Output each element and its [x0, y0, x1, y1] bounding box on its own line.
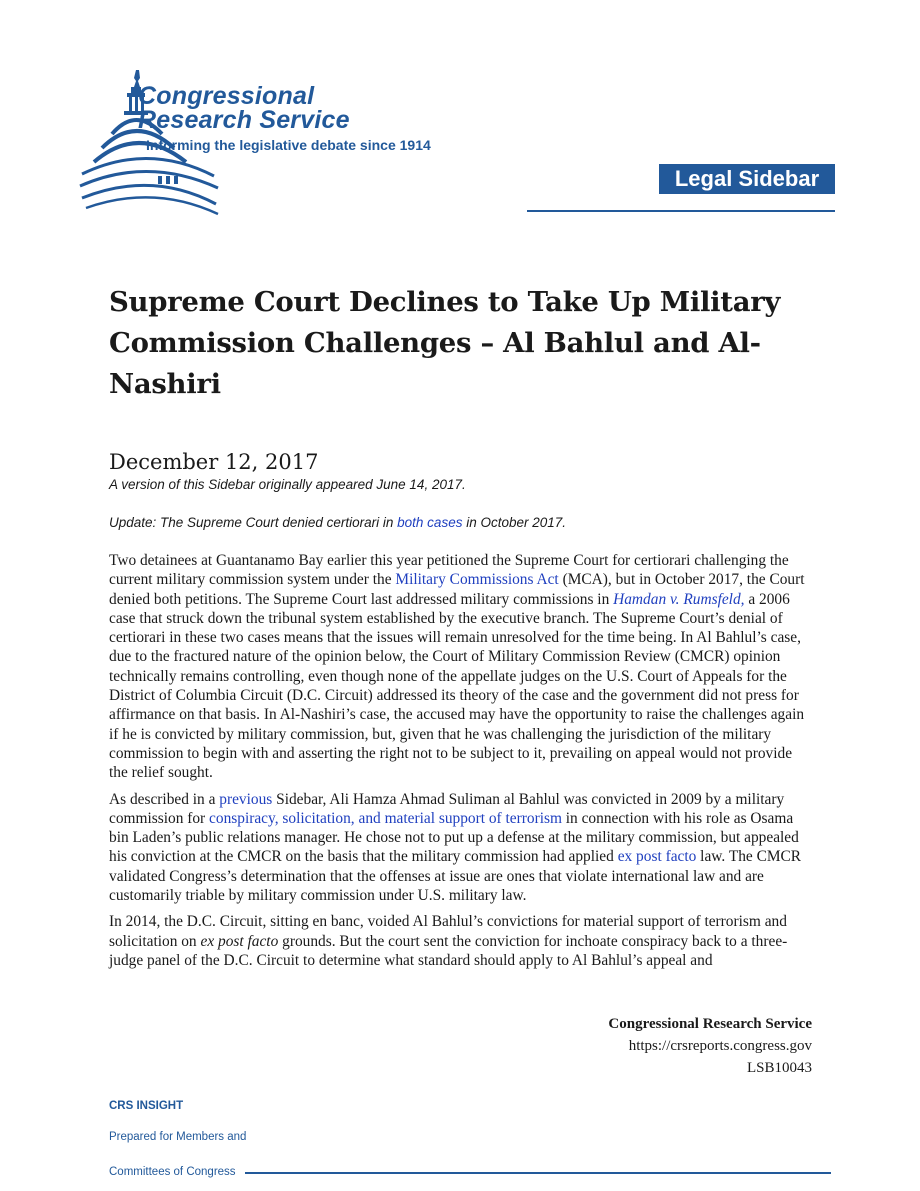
footer-url[interactable]: https://crsreports.congress.gov [628, 1038, 812, 1054]
previous-sidebar-link[interactable]: previous [219, 790, 273, 808]
update-note [109, 515, 566, 530]
version-note: A version of this Sidebar originally appeared June 14, 2017. [109, 477, 466, 492]
paragraph-3 [109, 912, 813, 970]
footer-divider [245, 1172, 831, 1174]
footer-org: Congressional Research Service [608, 1016, 812, 1032]
page-title: Supreme Court Declines to Take Up Military Commission Challenges – Al Bahlul and Al-Nashiri [109, 286, 781, 400]
p3-text-a: In 2014, the D.C. Circuit, sitting en banc, voided Al Bahlul’s convictions for material support of terrorism and solicitation on [109, 913, 787, 950]
ex-post-facto-link[interactable]: ex post facto [617, 848, 697, 866]
both-cases-link[interactable]: both cases [397, 515, 463, 530]
hamdan-v-rumsfeld-link[interactable]: Hamdan v. Rumsfeld, [613, 590, 745, 608]
charges-link[interactable]: conspiracy, solicitation, and material support of terrorism [209, 809, 562, 827]
p3-emphasis: ex post facto [200, 932, 279, 950]
p2-text-b: Sidebar, Ali Hamza Ahmad Suliman al Bahlul was convicted in 2009 by a military commission for [109, 790, 785, 827]
p2-text-a: As described in a [109, 790, 220, 808]
p2-text-d: law. The CMCR validated Congress’s determination that the offenses at issue are ones that violate international law and are customarily triable by military commission under U.S. military law. [109, 848, 802, 905]
paragraph-1 [109, 551, 813, 783]
p1-text-a: Two detainees at Guantanamo Bay earlier this year petitioned the Supreme Court for certiorari challenging the current military commission system under the [109, 552, 789, 589]
footer-report-code: LSB10043 [746, 1060, 812, 1076]
military-commissions-act-link[interactable]: Military Commissions Act [395, 571, 559, 589]
p1-text-b: (MCA), but in October 2017, the Court denied both petitions. The Supreme Court last addressed military commissions in [109, 571, 805, 608]
prepared-for-line1: Prepared for Members and [109, 1131, 247, 1143]
update-text-before: Update: The Supreme Court denied certiorari in [109, 515, 398, 530]
legal-sidebar-badge: Legal Sidebar [659, 164, 835, 194]
p3-text-b: grounds. But the court sent the conviction for inchoate conspiracy back to a three-judge panel of the D.C. Circuit to determine what standard should apply to Al Bahlul’s appeal and [109, 932, 788, 969]
crs-insight-label: CRS INSIGHT [109, 1100, 184, 1112]
brand-tagline: Informing the legislative debate since 1914 [146, 137, 431, 153]
p2-text-c: in connection with his role as Osama bin Laden’s public relations manager. He chose not to put up a defense at the military commission, but appealed his conviction at the CMCR on the basis that the military commission had applied [109, 809, 799, 866]
header-divider [527, 210, 835, 212]
brand-name-line1: Congressional [138, 82, 315, 110]
publication-date: December 12, 2017 [109, 450, 319, 474]
p1-text-c: a 2006 case that struck down the tribunal system established by the executive branch. The Supreme Court’s denial of certiorari in these two cases means that the issues will remain unresolved for the time being. In Al Bahlul’s case, due to the fractured nature of the opinion below, the Court of Military Commission Review (CMCR) opinion technically remains controlling, even though none of the appellate judges on the U.S. Court of Appeals for the District of Columbia Circuit (D.C. Circuit) addressed its theory of the case and the government did not press for affirmance on that basis. In Al-Nashiri’s case, the accused may have the opportunity to raise the challenges again if he is convicted by military commission, but, given that he was challenging the jurisdiction of the military commission to begin with and asserting the right not to be subject to it, prevailing on appeal would not provide the relief sought. [109, 590, 805, 782]
brand-name-line2: Research Service [138, 106, 350, 134]
prepared-for-line2: Committees of Congress [109, 1166, 236, 1178]
paragraph-2 [109, 790, 813, 906]
footer-citation [608, 1013, 812, 1079]
update-text-after: in October 2017. [462, 515, 567, 530]
article-body [109, 551, 813, 977]
